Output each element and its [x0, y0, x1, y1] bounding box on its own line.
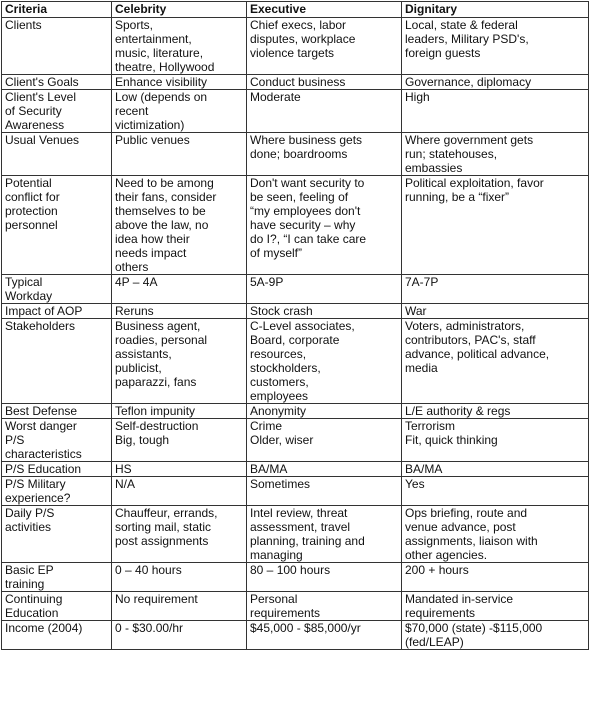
cell-criteria: P/S Education — [2, 462, 112, 477]
cell-criteria: Income (2004) — [2, 621, 112, 650]
table-row — [2, 176, 589, 275]
cell-dignitary: Governance, diplomacy — [402, 75, 589, 90]
cell-executive: Intel review, threat assessment, travel planning, training and managing — [247, 506, 402, 563]
header-criteria: Criteria — [2, 2, 112, 18]
cell-celebrity: Public venues — [112, 133, 247, 176]
table-row — [2, 592, 589, 621]
cell-criteria: Worst danger P/S characteristics — [2, 419, 112, 462]
cell-executive: Sometimes — [247, 477, 402, 506]
cell-celebrity: Chauffeur, errands, sorting mail, static post assignments — [112, 506, 247, 563]
cell-executive: Don't want security to be seen, feeling of “my employees don't have security – why do I?, “I can take care of myself” — [247, 176, 402, 275]
table-row — [2, 90, 589, 133]
cell-dignitary: $70,000 (state) -$115,000 (fed/LEAP) — [402, 621, 589, 650]
cell-celebrity: Low (depends on recent victimization) — [112, 90, 247, 133]
cell-celebrity: HS — [112, 462, 247, 477]
cell-celebrity: 4P – 4A — [112, 275, 247, 304]
cell-celebrity: Enhance visibility — [112, 75, 247, 90]
cell-criteria: P/S Military experience? — [2, 477, 112, 506]
cell-dignitary: Ops briefing, route and venue advance, post assignments, liaison with other agencies. — [402, 506, 589, 563]
header-row — [2, 2, 589, 18]
cell-celebrity: Need to be among their fans, consider themselves to be above the law, no idea how their needs impact others — [112, 176, 247, 275]
cell-celebrity: 0 – 40 hours — [112, 563, 247, 592]
cell-criteria: Client's Goals — [2, 75, 112, 90]
cell-dignitary: High — [402, 90, 589, 133]
cell-celebrity: Teflon impunity — [112, 404, 247, 419]
table-row — [2, 563, 589, 592]
cell-dignitary: Terrorism Fit, quick thinking — [402, 419, 589, 462]
cell-celebrity: Self-destruction Big, tough — [112, 419, 247, 462]
cell-executive: Moderate — [247, 90, 402, 133]
cell-celebrity: N/A — [112, 477, 247, 506]
header-executive: Executive — [247, 2, 402, 18]
table-row — [2, 462, 589, 477]
cell-dignitary: Mandated in-service requirements — [402, 592, 589, 621]
cell-criteria: Daily P/S activities — [2, 506, 112, 563]
table-row — [2, 319, 589, 404]
table-row — [2, 18, 589, 75]
cell-executive: Conduct business — [247, 75, 402, 90]
table-row — [2, 275, 589, 304]
cell-executive: Anonymity — [247, 404, 402, 419]
table-row — [2, 404, 589, 419]
cell-criteria: Basic EP training — [2, 563, 112, 592]
cell-executive: Where business gets done; boardrooms — [247, 133, 402, 176]
comparison-table — [1, 1, 589, 650]
cell-criteria: Potential conflict for protection personnel — [2, 176, 112, 275]
header-celebrity: Celebrity — [112, 2, 247, 18]
cell-executive: Crime Older, wiser — [247, 419, 402, 462]
cell-criteria: Best Defense — [2, 404, 112, 419]
cell-executive: Stock crash — [247, 304, 402, 319]
cell-executive: 80 – 100 hours — [247, 563, 402, 592]
cell-executive: Personal requirements — [247, 592, 402, 621]
table-row — [2, 506, 589, 563]
header-dignitary: Dignitary — [402, 2, 589, 18]
cell-criteria: Typical Workday — [2, 275, 112, 304]
cell-celebrity: No requirement — [112, 592, 247, 621]
cell-dignitary: Voters, administrators, contributors, PAC's, staff advance, political advance, media — [402, 319, 589, 404]
cell-dignitary: BA/MA — [402, 462, 589, 477]
cell-celebrity: 0 - $30.00/hr — [112, 621, 247, 650]
table-row — [2, 304, 589, 319]
table-row — [2, 477, 589, 506]
cell-dignitary: 7A-7P — [402, 275, 589, 304]
cell-criteria: Usual Venues — [2, 133, 112, 176]
cell-criteria: Clients — [2, 18, 112, 75]
cell-criteria: Client's Level of Security Awareness — [2, 90, 112, 133]
cell-celebrity: Sports, entertainment, music, literature, theatre, Hollywood — [112, 18, 247, 75]
table-row — [2, 621, 589, 650]
cell-executive: Chief execs, labor disputes, workplace violence targets — [247, 18, 402, 75]
cell-executive: C-Level associates, Board, corporate resources, stockholders, customers, employees — [247, 319, 402, 404]
cell-celebrity: Reruns — [112, 304, 247, 319]
cell-dignitary: Where government gets run; statehouses, embassies — [402, 133, 589, 176]
table-row — [2, 419, 589, 462]
cell-dignitary: Yes — [402, 477, 589, 506]
cell-dignitary: 200 + hours — [402, 563, 589, 592]
cell-celebrity: Business agent, roadies, personal assistants, publicist, paparazzi, fans — [112, 319, 247, 404]
cell-criteria: Continuing Education — [2, 592, 112, 621]
table-row — [2, 133, 589, 176]
cell-criteria: Impact of AOP — [2, 304, 112, 319]
cell-executive: 5A-9P — [247, 275, 402, 304]
cell-executive: $45,000 - $85,000/yr — [247, 621, 402, 650]
cell-criteria: Stakeholders — [2, 319, 112, 404]
cell-executive: BA/MA — [247, 462, 402, 477]
cell-dignitary: Local, state & federal leaders, Military PSD's, foreign guests — [402, 18, 589, 75]
cell-dignitary: War — [402, 304, 589, 319]
cell-dignitary: L/E authority & regs — [402, 404, 589, 419]
table-row — [2, 75, 589, 90]
cell-dignitary: Political exploitation, favor running, be a “fixer” — [402, 176, 589, 275]
